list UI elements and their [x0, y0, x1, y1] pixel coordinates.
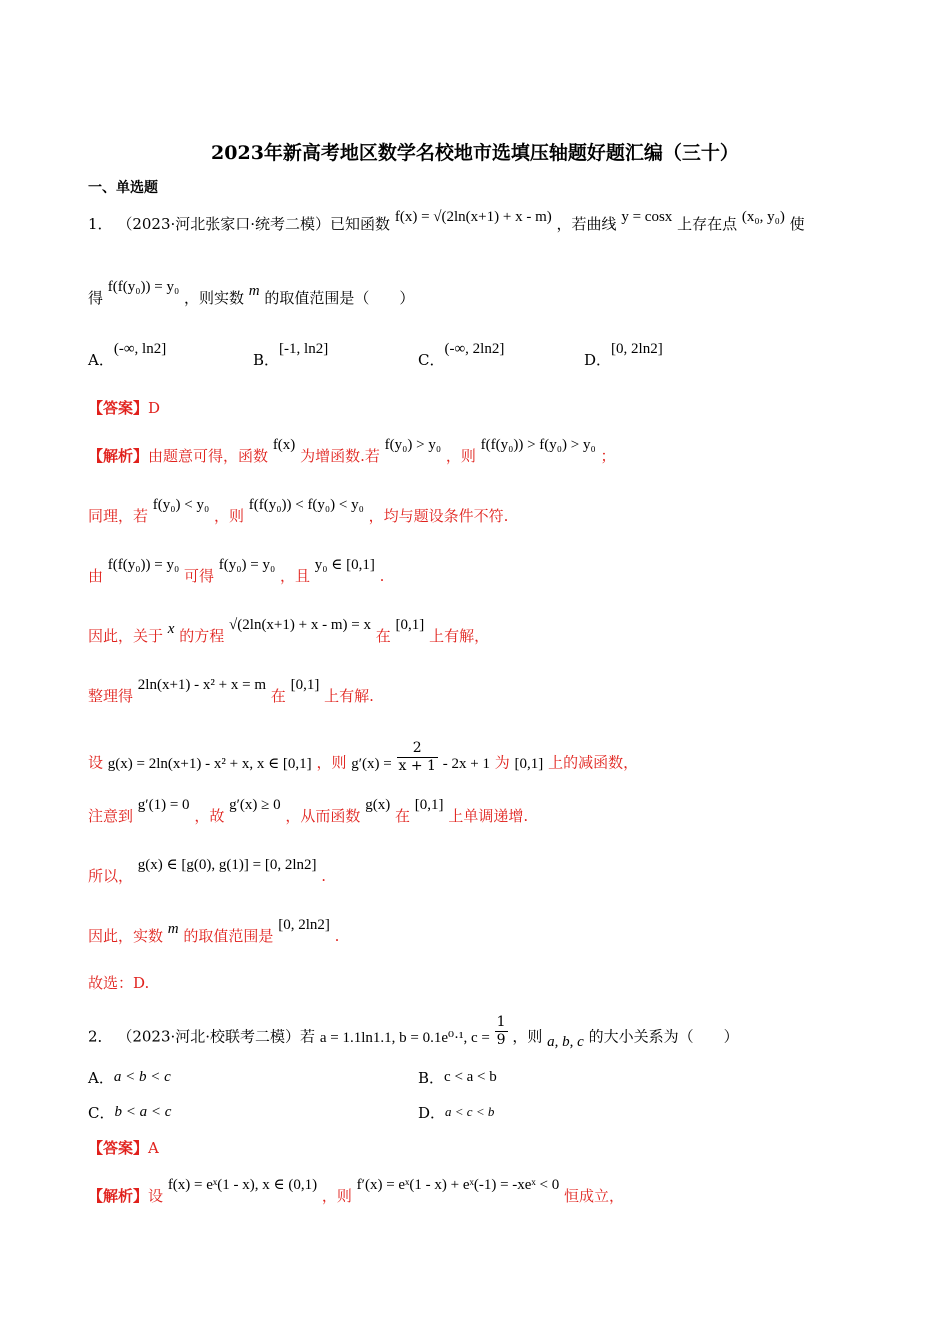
- math-expr: [0,1]: [395, 617, 425, 633]
- analysis-text: 为增函数.若: [300, 447, 380, 465]
- option-value: (-∞, 2ln2]: [444, 341, 505, 357]
- math-expr: [0,1]: [290, 677, 320, 693]
- q2-option-d: [418, 1103, 494, 1124]
- option-label: A．: [88, 1069, 114, 1087]
- q1-stem-line2: [88, 279, 415, 309]
- q1-stem-line1: [88, 209, 805, 235]
- q1-text: ，若曲线: [556, 215, 617, 233]
- option-value: (-∞, ln2]: [113, 341, 167, 357]
- q2-answer: [88, 1138, 159, 1158]
- q1-conclusion: 故选：D.: [88, 974, 150, 992]
- analysis-text: 上的减函数，: [548, 753, 639, 772]
- option-value: a < c < b: [445, 1104, 495, 1119]
- q2-text: 的大小关系为（ ）: [588, 1027, 739, 1046]
- q1-analysis-line8: [88, 857, 327, 887]
- option-value: [-1, ln2]: [279, 341, 329, 357]
- option-label: C．: [418, 351, 445, 369]
- math-expr: [0,1]: [514, 755, 544, 772]
- math-fraction: [397, 740, 438, 775]
- page-title: 2023年新高考地区数学名校地市选填压轴题好题汇编（三十）: [211, 142, 739, 164]
- math-expr: f(x): [272, 437, 296, 453]
- analysis-tag: 【解析】: [88, 1187, 149, 1205]
- analysis-text: 上有解，: [429, 627, 490, 645]
- option-value: c < a < b: [444, 1069, 497, 1085]
- q1-var-m: m: [248, 283, 260, 299]
- option-label: B．: [253, 351, 280, 369]
- q1-analysis-line1: [88, 437, 616, 467]
- analysis-text: 注意到: [88, 807, 134, 825]
- math-expr: f(f(y₀)) = y₀: [107, 557, 180, 573]
- math-expr: [0,1]: [414, 797, 444, 813]
- analysis-text: ，则: [321, 1187, 352, 1205]
- q1-option-b: [253, 341, 329, 371]
- analysis-text: 因此，关于: [88, 627, 164, 645]
- analysis-tag: 【解析】: [88, 447, 149, 465]
- answer-tag: 【答案】: [88, 399, 149, 417]
- analysis-text: 的取值范围是: [183, 927, 274, 945]
- math-expr: a, b, c: [547, 1033, 584, 1050]
- math-expr: [0, 2ln2]: [278, 917, 330, 933]
- option-label: D．: [584, 351, 612, 369]
- analysis-text: 由题意可得，函数: [148, 447, 269, 465]
- q1-answer: [88, 398, 160, 418]
- fraction-denominator: 9: [496, 1032, 506, 1048]
- math-expr: 2ln(x+1) - x² + x = m: [137, 677, 266, 693]
- q1-function-formula: f(x) = √(2ln(x+1) + x - m): [394, 209, 552, 225]
- analysis-text: 在: [270, 687, 286, 705]
- q2-option-c: [88, 1103, 171, 1124]
- q1-point: (x₀, y₀): [741, 209, 785, 225]
- analysis-text: 整理得: [88, 687, 134, 705]
- analysis-text: 因此，实数: [88, 927, 164, 945]
- analysis-text: 恒成立，: [564, 1187, 625, 1205]
- analysis-text: ，故: [194, 807, 225, 825]
- q1-text: 上存在点: [677, 215, 738, 233]
- q2-option-b: [418, 1068, 497, 1089]
- q1-analysis-line5: [88, 677, 374, 707]
- q1-text: 得: [88, 289, 104, 307]
- fraction-denominator: x + 1: [398, 758, 436, 774]
- q1-option-c: [418, 341, 505, 371]
- analysis-text: 所以，: [88, 867, 134, 885]
- q1-analysis-line2: [88, 497, 509, 527]
- analysis-text: ，则: [445, 447, 476, 465]
- analysis-text: 可得: [183, 567, 214, 585]
- q1-number: 1．: [88, 215, 113, 233]
- math-expr: f(y₀) < y₀: [152, 497, 210, 513]
- q1-source: （2023·河北张家口·统考二模）已知函数: [117, 215, 391, 233]
- math-var: x: [167, 621, 175, 637]
- math-expr: g′(1) = 0: [137, 797, 190, 813]
- analysis-text: .: [379, 567, 385, 585]
- analysis-text: ，从而函数: [285, 807, 361, 825]
- option-label: C．: [88, 1104, 115, 1122]
- math-expr: f(f(y₀)) < f(y₀) < y₀: [248, 497, 364, 513]
- section-heading: 一、单选题: [88, 180, 158, 196]
- math-expr: g(x) = 2ln(x+1) - x² + x, x ∈ [0,1]: [107, 755, 312, 772]
- q1-analysis-line9: [88, 917, 340, 947]
- q1-analysis-line4: [88, 617, 490, 647]
- option-value: [0, 2ln2]: [611, 341, 663, 357]
- q2-values-formula: a = 1.1ln1.1, b = 0.1e⁰·¹, c =: [319, 1029, 490, 1046]
- q2-number: 2．: [88, 1027, 113, 1046]
- fraction-numerator: 2: [397, 740, 438, 758]
- analysis-text: 上单调递增.: [448, 807, 529, 825]
- math-expr: f(y₀) > y₀: [384, 437, 442, 453]
- analysis-text: 同理，若: [88, 507, 149, 525]
- q1-curve-formula: y = cosx: [621, 209, 673, 225]
- analysis-text: 为: [494, 753, 510, 772]
- fraction-numerator: 1: [496, 1014, 506, 1030]
- analysis-text: ；: [600, 447, 616, 465]
- analysis-text: ，均与题设条件不符.: [368, 507, 509, 525]
- math-expr: y₀ ∈ [0,1]: [314, 557, 375, 573]
- math-expr: g(x): [365, 797, 391, 813]
- analysis-text: 的方程: [179, 627, 225, 645]
- option-label: D．: [418, 1104, 446, 1122]
- analysis-text: 由: [88, 567, 104, 585]
- q1-option-d: [584, 341, 663, 371]
- math-expr: g′(x) =: [351, 755, 392, 772]
- q1-option-a: [88, 341, 167, 371]
- math-expr: f(f(y₀)) > f(y₀) > y₀: [480, 437, 596, 453]
- q2-source: （2023·河北·校联考二模）若: [117, 1027, 316, 1046]
- math-expr: g′(x) ≥ 0: [229, 797, 281, 813]
- math-expr: - 2x + 1: [442, 755, 490, 772]
- q1-text: 的取值范围是（ ）: [264, 289, 415, 307]
- option-value: b < a < c: [114, 1104, 172, 1120]
- q2-analysis-line1: [88, 1177, 625, 1207]
- q1-analysis-line7: [88, 797, 529, 827]
- analysis-text: 设: [88, 753, 104, 772]
- q1-analysis-line6: [88, 740, 639, 781]
- analysis-text: .: [321, 867, 327, 885]
- analysis-text: ，则: [213, 507, 244, 525]
- math-expr: g(x) ∈ [g(0), g(1)] = [0, 2ln2]: [137, 857, 317, 873]
- analysis-text: ，则: [316, 753, 347, 772]
- analysis-text: 在: [394, 807, 410, 825]
- q1-analysis-line3: [88, 557, 385, 587]
- math-expr: f(x) = eˣ(1 - x), x ∈ (0,1): [167, 1177, 318, 1193]
- math-expr: f′(x) = eˣ(1 - x) + eˣ(-1) = -xeˣ < 0: [356, 1177, 560, 1193]
- q2-text: ，则: [512, 1027, 543, 1046]
- q1-condition-formula: f(f(y₀)) = y₀: [107, 279, 180, 295]
- math-expr: √(2ln(x+1) + x - m) = x: [229, 617, 371, 633]
- q1-text: 使: [789, 215, 805, 233]
- analysis-text: 在: [375, 627, 391, 645]
- math-expr: f(y₀) = y₀: [218, 557, 276, 573]
- math-var: m: [167, 921, 179, 937]
- analysis-text: .: [334, 927, 340, 945]
- q2-fraction: [495, 1014, 508, 1049]
- option-label: B．: [418, 1069, 445, 1087]
- q1-text: ，则实数: [183, 289, 244, 307]
- q2-option-a: [88, 1068, 171, 1089]
- answer-value: A: [148, 1139, 159, 1157]
- analysis-text: ，且: [279, 567, 310, 585]
- option-label: A．: [88, 351, 114, 369]
- option-value: a < b < c: [113, 1069, 171, 1085]
- analysis-text: 设: [148, 1187, 164, 1205]
- analysis-text: 上有解.: [324, 687, 374, 705]
- answer-tag: 【答案】: [88, 1139, 149, 1157]
- answer-value: D: [148, 399, 161, 417]
- q2-stem: [88, 1014, 739, 1055]
